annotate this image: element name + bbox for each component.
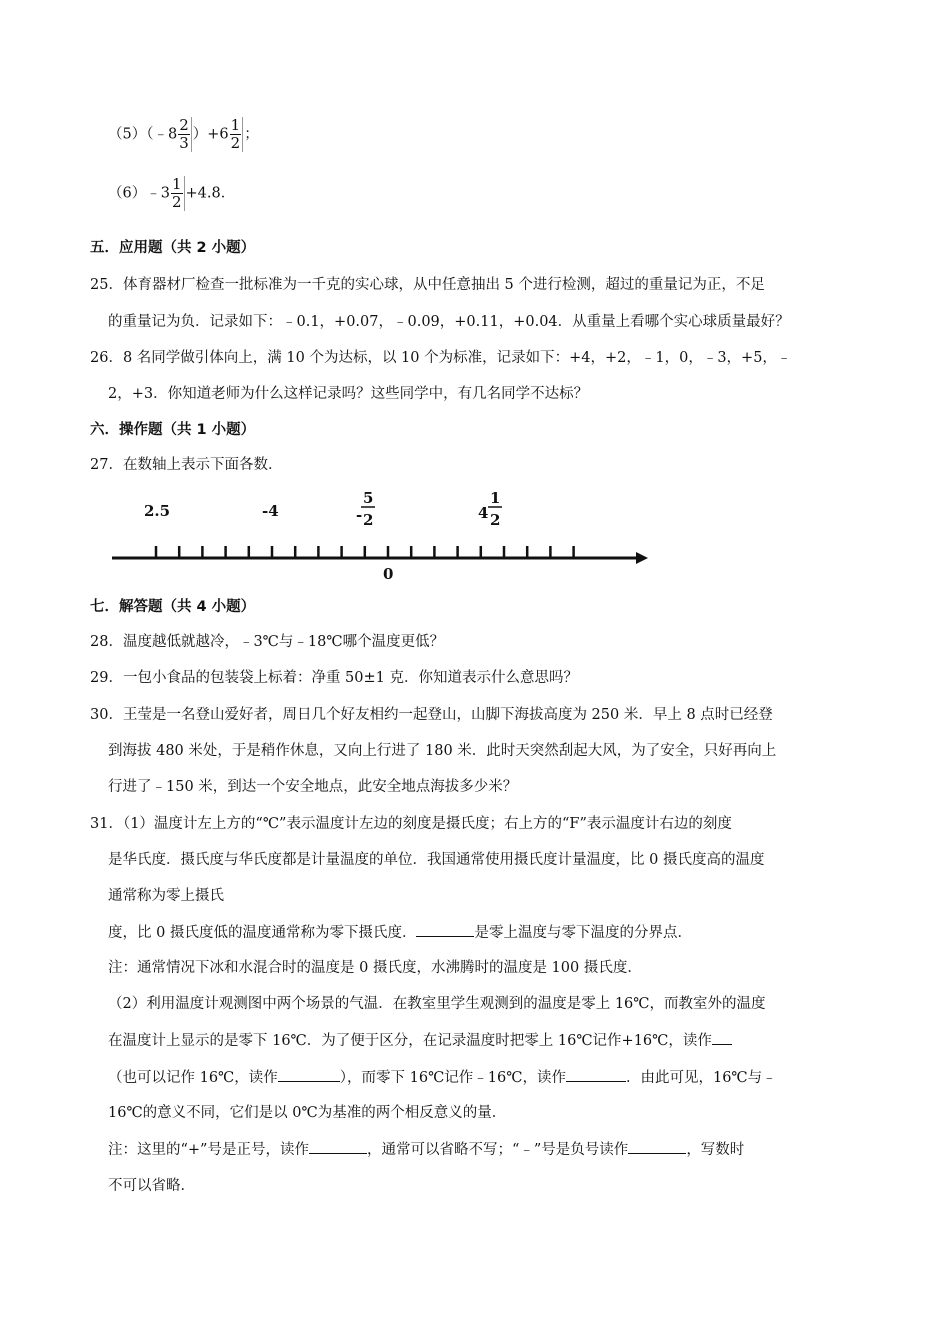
answer-blank[interactable] xyxy=(309,1139,367,1154)
question-27: 27．在数轴上表示下面各数． xyxy=(90,457,283,473)
zero-label: 0 xyxy=(383,565,394,583)
section-heading-7: 七．解答题（共 4 小题） xyxy=(90,599,256,615)
question-31-note-2: 注：这里的“+”号是正号，读作 ，通常可以省略不写；“﹣”号是负号读作 ，写数时 xyxy=(108,1139,744,1160)
question-31-line-2: 是华氏度．摄氏度与华氏度都是计量温度的单位．我国通常使用摄氏度计量温度，比 0 摄氏度高的温度 xyxy=(108,852,765,868)
section-heading-5: 五．应用题（共 2 小题） xyxy=(90,240,256,256)
question-30-line-3: 行进了﹣150 米，到达一个安全地点，此安全地点海拔多少米？ xyxy=(108,779,518,795)
question-31-line-9: 16℃的意义不同，它们是以 0℃为基准的两个相反意义的量． xyxy=(108,1105,507,1121)
number-label-neg-4: -4 xyxy=(262,502,279,520)
question-31-line-6: （2）利用温度计观测图中两个场景的气温．在教室里学生观测到的温度是零上 16℃，而教室外的温度 xyxy=(108,996,766,1012)
fraction-denominator: 2 xyxy=(490,511,501,529)
question-31-line-1: 31．（1）温度计左上方的“℃”表示温度计左边的刻度是摄氏度；右上方的“F”表示温度计右边的刻度 xyxy=(90,816,732,832)
answer-blank[interactable] xyxy=(712,1030,732,1045)
question-25-line-1: 25．体育器材厂检查一批标准为一千克的实心球，从中任意抽出 5 个进行检测，超过的重量记为正，不足 xyxy=(90,277,765,293)
answer-blank[interactable] xyxy=(416,922,474,937)
exercise-5: （5）（﹣8 $\frac{2}{3}$ ）+6 $\frac{1}{2}$ ； xyxy=(108,116,259,152)
question-26-line-2: 2，+3．你知道老师为什么这样记录吗？这些同学中，有几名同学不达标？ xyxy=(108,386,589,402)
answer-blank[interactable] xyxy=(278,1067,340,1082)
answer-blank[interactable] xyxy=(566,1067,626,1082)
number-line-figure xyxy=(110,486,655,586)
fraction: $\frac{1}{2}$ xyxy=(171,176,185,211)
question-31-note-1: 注：通常情况下冰和水混合时的温度是 0 摄氏度，水沸腾时的温度是 100 摄氏度． xyxy=(108,960,642,976)
arrow-head-icon xyxy=(636,552,648,564)
question-29: 29．一包小食品的包装袋上标着：净重 50±1 克．你知道表示什么意思吗？ xyxy=(90,670,578,686)
question-28: 28．温度越低就越冷，﹣3℃与﹣18℃哪个温度更低？ xyxy=(90,634,445,650)
question-31-line-8: （也可以记作 16℃，读作 ），而零下 16℃记作﹣16℃，读作 ．由此可见，16℃与﹣ xyxy=(108,1067,777,1088)
number-label-2.5: 2.5 xyxy=(144,502,171,520)
fraction-denominator: 2 xyxy=(363,511,374,529)
fraction-numerator: 5 xyxy=(363,489,374,507)
question-31-line-11: 不可以省略． xyxy=(108,1178,195,1194)
question-25-line-2: 的重量记为负．记录如下：﹣0.1，+0.07，﹣0.09，+0.11，+0.04．从重量上看哪个实心球质量最好？ xyxy=(108,314,790,330)
section-heading-6: 六．操作题（共 1 小题） xyxy=(90,422,256,438)
question-30-line-2: 到海拔 480 米处，于是稍作休息，又向上行进了 180 米．此时天突然刮起大风，为了安全，只好再向上 xyxy=(108,743,777,759)
fraction-sign: - xyxy=(356,506,363,524)
answer-blank[interactable] xyxy=(628,1139,686,1154)
fraction: $\frac{2}{3}$ xyxy=(178,117,192,152)
fraction-numerator: 1 xyxy=(490,489,501,507)
question-26-line-1: 26．8 名同学做引体向上，满 10 个为达标，以 10 个为标准，记录如下：+4，+2，﹣1，0，﹣3，+5，﹣ xyxy=(90,350,792,366)
question-30-line-1: 30．王莹是一名登山爱好者，周日几个好友相约一起登山，山脚下海拔高度为 250 米．早上 8 点时已经登 xyxy=(90,707,773,723)
question-31-line-3: 通常称为零上摄氏 xyxy=(108,888,224,904)
fraction: $\frac{1}{2}$ xyxy=(230,117,244,152)
question-31-line-7: 在温度计上显示的是零下 16℃．为了便于区分，在记录温度时把零上 16℃记作+16℃，读作 xyxy=(108,1030,732,1051)
mixed-whole: 4 xyxy=(478,504,489,522)
exercise-6: （6）﹣3 $\frac{1}{2}$ +4.8． xyxy=(108,175,236,211)
question-31-line-4: 度，比 0 摄氏度低的温度通常称为零下摄氏度． 是零上温度与零下温度的分界点． xyxy=(108,922,692,943)
